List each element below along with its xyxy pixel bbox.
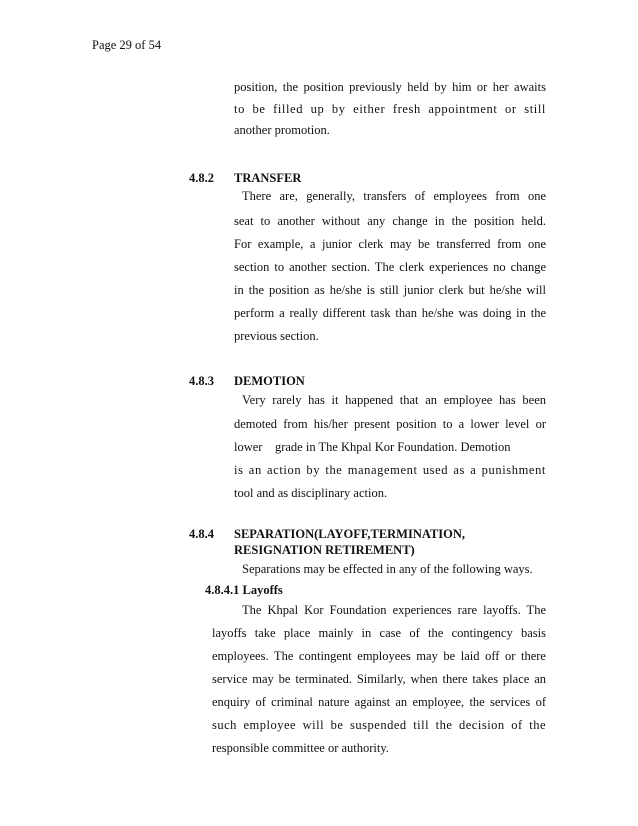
paragraph-line: to be filled up by either fresh appointment or still xyxy=(234,102,546,116)
paragraph-line: tool and as disciplinary action. xyxy=(234,486,388,500)
paragraph-line: There are, generally, transfers of employees from one xyxy=(242,189,546,203)
section-heading-continued: RESIGNATION RETIREMENT) xyxy=(234,543,415,557)
paragraph-line: employees. The contingent employees may be laid off or there xyxy=(212,649,546,663)
subsection-heading-layoffs: 4.8.4.1 Layoffs xyxy=(205,583,283,597)
paragraph-line: Very rarely has it happened that an employee has been xyxy=(242,393,546,407)
paragraph-line: is an action by the management used as a punishment xyxy=(234,463,546,477)
section-heading: TRANSFER xyxy=(234,171,302,185)
paragraph-line: service may be terminated. Similarly, when there takes place an xyxy=(212,672,546,686)
paragraph-line: perform a really different task than he/she was doing in the xyxy=(234,306,546,320)
section-number: 4.8.2 xyxy=(189,171,214,185)
paragraph-line: such employee will be suspended till the decision of the xyxy=(212,718,546,732)
paragraph-line: lower grade in The Khpal Kor Foundation. Demotion xyxy=(234,440,511,454)
section-number: 4.8.4 xyxy=(189,527,214,541)
section-number: 4.8.3 xyxy=(189,374,214,388)
paragraph-line: previous section. xyxy=(234,329,319,343)
page-number: Page 29 of 54 xyxy=(92,38,162,52)
paragraph-line: position, the position previously held by him or her awaits xyxy=(234,80,546,94)
paragraph-line: responsible committee or authority. xyxy=(212,741,389,755)
paragraph-line: For example, a junior clerk may be transferred from one xyxy=(234,237,546,251)
paragraph-line: The Khpal Kor Foundation experiences rare layoffs. The xyxy=(242,603,546,617)
section-heading: SEPARATION(LAYOFF,TERMINATION, xyxy=(234,527,466,541)
paragraph-line: another promotion. xyxy=(234,123,330,137)
paragraph-line: in the position as he/she is still junior clerk but he/she will xyxy=(234,283,546,297)
section-heading: DEMOTION xyxy=(234,374,305,388)
paragraph-line: Separations may be effected in any of the following ways. xyxy=(242,562,533,576)
paragraph-line: demoted from his/her present position to a lower level or xyxy=(234,417,546,431)
paragraph-line: layoffs take place mainly in case of the contingency basis xyxy=(212,626,546,640)
paragraph-line: enquiry of criminal nature against an employee, the services of xyxy=(212,695,546,709)
paragraph-line: section to another section. The clerk experiences no change xyxy=(234,260,546,274)
paragraph-line: seat to another without any change in the position held. xyxy=(234,214,546,228)
